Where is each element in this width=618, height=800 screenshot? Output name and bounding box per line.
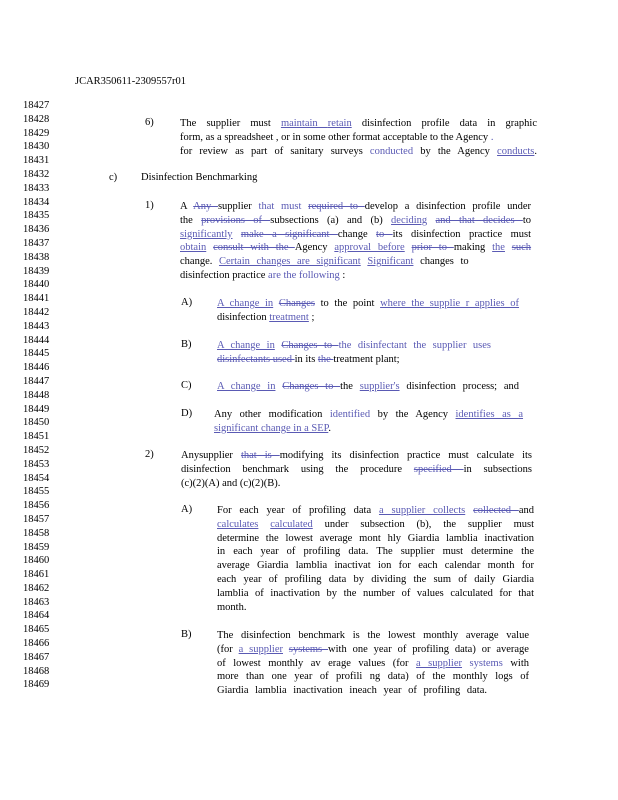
text-line: For each year of profiling data a supplier collects collected and — [217, 505, 535, 516]
paragraph-c-2-B — [217, 629, 529, 698]
text-line: A change in Changes to the disinfectant the supplier uses — [217, 340, 491, 351]
line-number: 18459 — [23, 541, 50, 553]
text-line: for review as part of sanitary surveys conducted by the Agency conducts. — [180, 145, 537, 157]
line-number: 18429 — [23, 127, 50, 139]
line-number: 18442 — [23, 306, 50, 318]
paragraph-c-2-A — [217, 504, 534, 614]
item-label: 2) — [145, 449, 154, 460]
text-line: determine the lowest average mont hly Giardia lamblia inactivation — [217, 532, 534, 544]
text-line: A Any supplier that must required to develop a disinfection profile under — [180, 201, 531, 212]
text-line: significantly make a significant change to its disinfection practice must — [180, 228, 532, 240]
line-number: 18469 — [23, 679, 50, 691]
line-number: 18447 — [23, 375, 50, 387]
line-number: 18445 — [23, 348, 50, 360]
line-number: 18431 — [23, 155, 50, 167]
line-number: 18452 — [23, 444, 50, 456]
line-number: 18458 — [23, 527, 50, 539]
line-number: 18438 — [23, 251, 50, 263]
line-number: 18451 — [23, 431, 50, 443]
line-number: 18441 — [23, 293, 50, 305]
line-number: 18435 — [23, 210, 50, 222]
paragraph-c-1 — [180, 200, 531, 283]
line-number: 18460 — [23, 555, 50, 567]
text-line: significant change in a SEP. — [214, 422, 331, 434]
line-number: 18457 — [23, 513, 50, 525]
text-line: of lowest monthly av erage values (for a supplier systems with — [217, 657, 529, 669]
line-number: 18450 — [23, 417, 50, 429]
line-number: 18465 — [23, 624, 50, 636]
paragraph-item-6 — [180, 117, 537, 158]
text-line: obtain consult with the Agency approval before prior to making the such — [180, 242, 532, 254]
line-number: 18427 — [23, 100, 50, 111]
line-number: 18444 — [23, 334, 50, 346]
text-line: disinfection practice are the following : — [180, 269, 346, 281]
paragraph-c-1-C — [217, 380, 519, 394]
item-label: A) — [181, 297, 193, 308]
document-id: JCAR350611-2309557r01 — [75, 76, 187, 87]
item-label: B) — [181, 339, 192, 350]
text-line: calculates calculated under subsection (b), the supplier must — [217, 518, 534, 530]
item-label: C) — [181, 380, 192, 391]
text-line: A change in Changes to the supplier's disinfection process; and — [217, 381, 520, 392]
item-label: 1) — [145, 200, 154, 211]
line-number: 18461 — [23, 569, 50, 581]
text-line: (for a supplier systems with one year of profiling data) or average — [217, 643, 529, 655]
subsection-label: c) — [109, 172, 118, 183]
line-number: 18466 — [23, 638, 50, 650]
item-label: D) — [181, 408, 193, 419]
text-line: month. — [217, 601, 247, 613]
text-line: A change in Changes to the point where the supplie r applies of — [217, 298, 520, 309]
paragraph-c-1-B — [217, 339, 491, 367]
line-number: 18433 — [23, 182, 50, 194]
line-number: 18454 — [23, 472, 50, 484]
line-number: 18437 — [23, 237, 50, 249]
text-line: Anysupplier that is modifying its disinfection practice must calculate its — [181, 450, 532, 461]
line-number: 18440 — [23, 279, 50, 291]
text-line: lamblia of inactivation by the number of values calculated for that — [217, 587, 534, 599]
line-number: 18430 — [23, 141, 50, 153]
line-number: 18462 — [23, 582, 50, 594]
text-line: form, as a spreadsheet , or in some other format acceptable to the Agency . — [180, 131, 494, 143]
text-line: disinfection benchmark using the procedure specified in subsections — [181, 463, 532, 475]
line-number: 18456 — [23, 500, 50, 512]
text-line: each year of profiling data by dividing the sum of daily Giardia — [217, 573, 534, 585]
line-number: 18448 — [23, 389, 50, 401]
paragraph-c-2 — [181, 449, 532, 490]
item-label: 6) — [145, 117, 154, 128]
text-line: disinfection treatment ; — [217, 311, 315, 323]
subsection-title: Disinfection Benchmarking — [141, 172, 258, 183]
paragraph-c-1-A — [217, 297, 519, 325]
text-line: disinfectants used in its the treatment plant; — [217, 353, 400, 365]
text-line: Giardia lamblia inactivation ineach year of profiling data. — [217, 685, 487, 697]
line-number: 18464 — [23, 610, 50, 622]
text-line: Any other modification identified by the Agency identifies as a — [214, 409, 524, 420]
text-line: (c)(2)(A) and (c)(2)(B). — [181, 477, 281, 489]
line-number: 18432 — [23, 168, 50, 180]
text-line: in each year of profiling data. The supplier must determine the — [217, 546, 534, 558]
line-number: 18428 — [23, 113, 50, 125]
paragraph-c-1-D — [214, 408, 523, 436]
line-number: 18436 — [23, 224, 50, 236]
line-number: 18453 — [23, 458, 50, 470]
line-number: 18439 — [23, 265, 50, 277]
text-line: The disinfection benchmark is the lowest monthly average value — [217, 630, 529, 641]
line-number: 18446 — [23, 362, 50, 374]
line-number: 18463 — [23, 596, 50, 608]
line-number: 18467 — [23, 651, 50, 663]
line-number: 18468 — [23, 665, 50, 677]
line-number: 18434 — [23, 196, 50, 208]
text-line: change. Certain changes are significant Significant changes to — [180, 256, 469, 268]
line-number: 18443 — [23, 320, 50, 332]
text-line: The supplier must maintain retain disinfection profile data in graphic — [180, 118, 537, 129]
line-number: 18455 — [23, 486, 50, 498]
text-line: more than one year of profili ng data) of the monthly logs of — [217, 671, 529, 683]
item-label: A) — [181, 504, 193, 515]
text-line: the provisions of subsections (a) and (b) deciding and that decides to — [180, 214, 532, 226]
line-numbers — [23, 99, 49, 692]
item-label: B) — [181, 629, 192, 640]
text-line: average Giardia lamblia inactivat ion for each calendar month for — [217, 560, 534, 572]
line-number: 18449 — [23, 403, 50, 415]
